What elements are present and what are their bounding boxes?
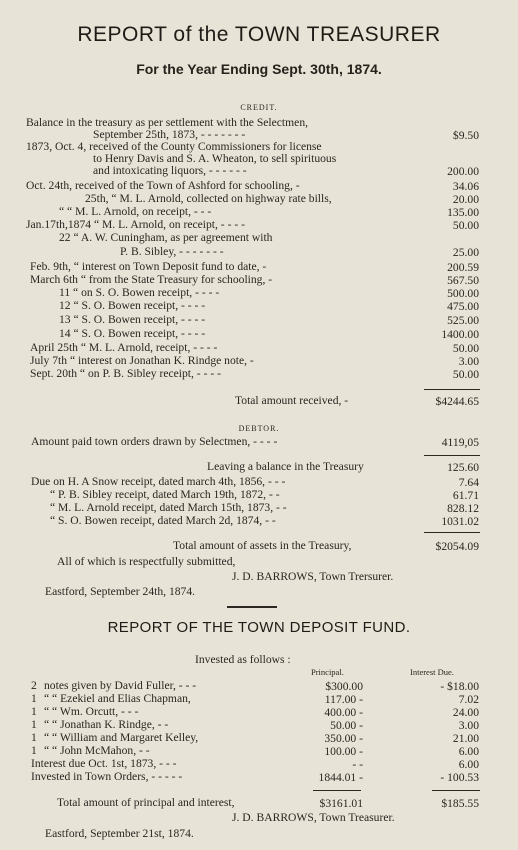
credit-line-text: July 7th “ interest on Jonathan K. Rindge note, - xyxy=(30,354,254,367)
balance-rule xyxy=(424,455,480,456)
report-title: REPORT of the TOWN TREASURER xyxy=(77,23,441,46)
fund-row-interest: - 100.53 xyxy=(440,771,479,784)
credit-line-amount: 50.00 xyxy=(452,368,479,381)
fund-row-interest: 21.00 xyxy=(452,732,479,745)
fund-row-principal: $300.00 xyxy=(325,680,363,693)
credit-line-amount: 475.00 xyxy=(447,300,479,313)
credit-line-amount: 525.00 xyxy=(447,314,479,327)
due-line-text: “ S. O. Bowen receipt, dated March 2d, 1874, - - xyxy=(50,514,276,527)
fund-row-count: 1 xyxy=(31,705,37,718)
credit-line-text: March 6th “ from the State Treasury for schooling, - xyxy=(30,273,273,286)
interest-column-header: Interest Due. xyxy=(410,667,454,677)
credit-line-text: Feb. 9th, “ interest on Town Deposit fund to date, - xyxy=(30,260,267,273)
fund-row-text: “ “ Ezekiel and Elias Chapman, xyxy=(44,692,191,705)
invested-heading: Invested as follows : xyxy=(195,653,291,666)
fund-row-principal: 1844.01 - xyxy=(318,771,363,784)
credit-line-text: 14 “ S. O. Bowen receipt, - - - - xyxy=(59,327,206,340)
fund-row-count: 1 xyxy=(31,744,37,757)
principal-total-rule xyxy=(313,790,361,791)
credit-line-amount: 200.59 xyxy=(447,261,479,274)
report-subtitle: For the Year Ending Sept. 30th, 1874. xyxy=(136,61,382,77)
balance-label: Leaving a balance in the Treasury xyxy=(207,460,364,473)
credit-line-text: Jan.17th,1874 “ M. L. Arnold, on receipt, - - - - xyxy=(26,218,245,231)
credit-line-amount: 200.00 xyxy=(447,165,479,178)
date-line-1: Eastford, September 24th, 1874. xyxy=(45,585,196,598)
fund-row-interest: 7.02 xyxy=(458,693,479,706)
fund-row-principal: 117.00 - xyxy=(324,693,363,706)
fund-row-interest: 3.00 xyxy=(458,719,479,732)
debtor-heading: DEBTOR. xyxy=(238,424,280,433)
fund-row-principal: - - xyxy=(352,758,363,771)
assets-total-label: Total amount of assets in the Treasury, xyxy=(173,539,352,552)
credit-line-amount: 567.50 xyxy=(447,274,479,287)
fund-title: REPORT OF THE TOWN DEPOSIT FUND. xyxy=(107,619,411,636)
fund-row-text: Interest due Oct. 1st, 1873, - - - xyxy=(31,757,177,770)
fund-row-principal: 50.00 - xyxy=(330,719,363,732)
debtor-paid-amount: 4119,05 xyxy=(441,436,479,449)
due-line-amount: 828.12 xyxy=(447,502,479,515)
credit-line-text: 12 “ S. O. Bowen receipt, - - - - xyxy=(59,299,206,312)
credit-line-text: 22 “ A. W. Cuningham, as per agreement with xyxy=(59,231,273,244)
due-line-text: “ M. L. Arnold receipt, dated March 15th, 1873, - - xyxy=(50,501,287,514)
fund-row-interest: - $18.00 xyxy=(440,680,479,693)
credit-line-text: 25th, “ M. L. Arnold, collected on highway rate bills, xyxy=(85,192,332,205)
due-line-amount: 1031.02 xyxy=(441,515,479,528)
credit-total-label: Total amount received, - xyxy=(235,394,349,407)
fund-row-principal: 400.00 - xyxy=(324,706,363,719)
assets-total-rule xyxy=(424,532,480,533)
credit-heading: CREDIT. xyxy=(240,103,278,112)
fund-row-text: notes given by David Fuller, - - - xyxy=(44,679,197,692)
credit-line-text: Oct. 24th, received of the Town of Ashford for schooling, - xyxy=(26,179,300,192)
fund-row-count: 1 xyxy=(31,692,37,705)
credit-line-amount: 20.00 xyxy=(452,193,479,206)
credit-line-text: “ “ M. L. Arnold, on receipt, - - - xyxy=(59,205,212,218)
fund-row-count: 1 xyxy=(31,731,37,744)
fund-row-text: “ “ William and Margaret Kelley, xyxy=(44,731,199,744)
credit-line-text: and intoxicating liquors, - - - - - - xyxy=(93,164,247,177)
debtor-paid-label: Amount paid town orders drawn by Selectmen, - - - - xyxy=(31,435,278,448)
credit-line-amount: 3.00 xyxy=(458,355,479,368)
fund-row-interest: 24.00 xyxy=(452,706,479,719)
interest-total-rule xyxy=(432,790,480,791)
fund-row-count: 2 xyxy=(31,679,37,692)
fund-row-text: Invested in Town Orders, - - - - - xyxy=(31,770,183,783)
fund-row-principal: 350.00 - xyxy=(324,732,363,745)
section-divider xyxy=(227,606,277,608)
due-line-amount: 61.71 xyxy=(452,489,479,502)
fund-row-count: 1 xyxy=(31,718,37,731)
assets-total-amount: $2054.09 xyxy=(435,540,479,553)
credit-line-amount: 135.00 xyxy=(447,206,479,219)
fund-total-label: Total amount of principal and interest, xyxy=(57,796,235,809)
credit-line-text: Sept. 20th “ on P. B. Sibley receipt, - - - - xyxy=(30,367,221,380)
principal-column-header: Principal. xyxy=(311,667,344,677)
fund-total-principal: $3161.01 xyxy=(319,797,363,810)
submitted-line: All of which is respectfully submitted, xyxy=(57,555,236,568)
credit-line-amount: 50.00 xyxy=(452,219,479,232)
signature-treasurer-2: J. D. BARROWS, Town Treasurer. xyxy=(232,811,395,824)
date-line-2: Eastford, September 21st, 1874. xyxy=(45,827,194,840)
credit-line-text: 11 “ on S. O. Bowen receipt, - - - - xyxy=(59,286,220,299)
credit-line-amount: 50.00 xyxy=(452,342,479,355)
signature-treasurer-1: J. D. BARROWS, Town Trersurer. xyxy=(232,570,394,583)
credit-line-amount: 500.00 xyxy=(447,287,479,300)
credit-line-amount: $9.50 xyxy=(452,129,479,142)
fund-row-text: “ “ Jonathan K. Rindge, - - xyxy=(44,718,169,731)
due-line-amount: 7.64 xyxy=(458,476,479,489)
credit-line-text: P. B. Sibley, - - - - - - - xyxy=(120,245,224,258)
credit-line-amount: 1400.00 xyxy=(441,328,479,341)
credit-line-amount: 34.06 xyxy=(452,180,479,193)
credit-line-text: to Henry Davis and S. A. Wheaton, to sell spirituous xyxy=(93,152,337,165)
credit-line-text: Balance in the treasury as per settlement with the Selectmen, xyxy=(26,116,309,129)
credit-line-text: September 25th, 1873, - - - - - - - xyxy=(93,128,246,141)
fund-total-interest: $185.55 xyxy=(441,797,479,810)
due-line-text: Due on H. A Snow receipt, dated march 4th, 1856, - - - xyxy=(31,475,286,488)
fund-row-interest: 6.00 xyxy=(458,745,479,758)
fund-row-interest: 6.00 xyxy=(458,758,479,771)
credit-line-text: 13 “ S. O. Bowen receipt, - - - - xyxy=(59,313,206,326)
fund-row-text: “ “ John McMahon, - - xyxy=(44,744,150,757)
credit-line-amount: 25.00 xyxy=(452,246,479,259)
due-line-text: “ P. B. Sibley receipt, dated March 19th, 1872, - - xyxy=(50,488,280,501)
credit-total-amount: $4244.65 xyxy=(435,395,479,408)
credit-line-text: 1873, Oct. 4, received of the County Commissioners for license xyxy=(26,140,322,153)
balance-amount: 125.60 xyxy=(447,461,479,474)
fund-row-text: “ “ Wm. Orcutt, - - - xyxy=(44,705,139,718)
credit-line-text: April 25th “ M. L. Arnold, receipt, - - - - xyxy=(30,341,218,354)
fund-row-principal: 100.00 - xyxy=(324,745,363,758)
credit-total-rule xyxy=(424,389,480,390)
